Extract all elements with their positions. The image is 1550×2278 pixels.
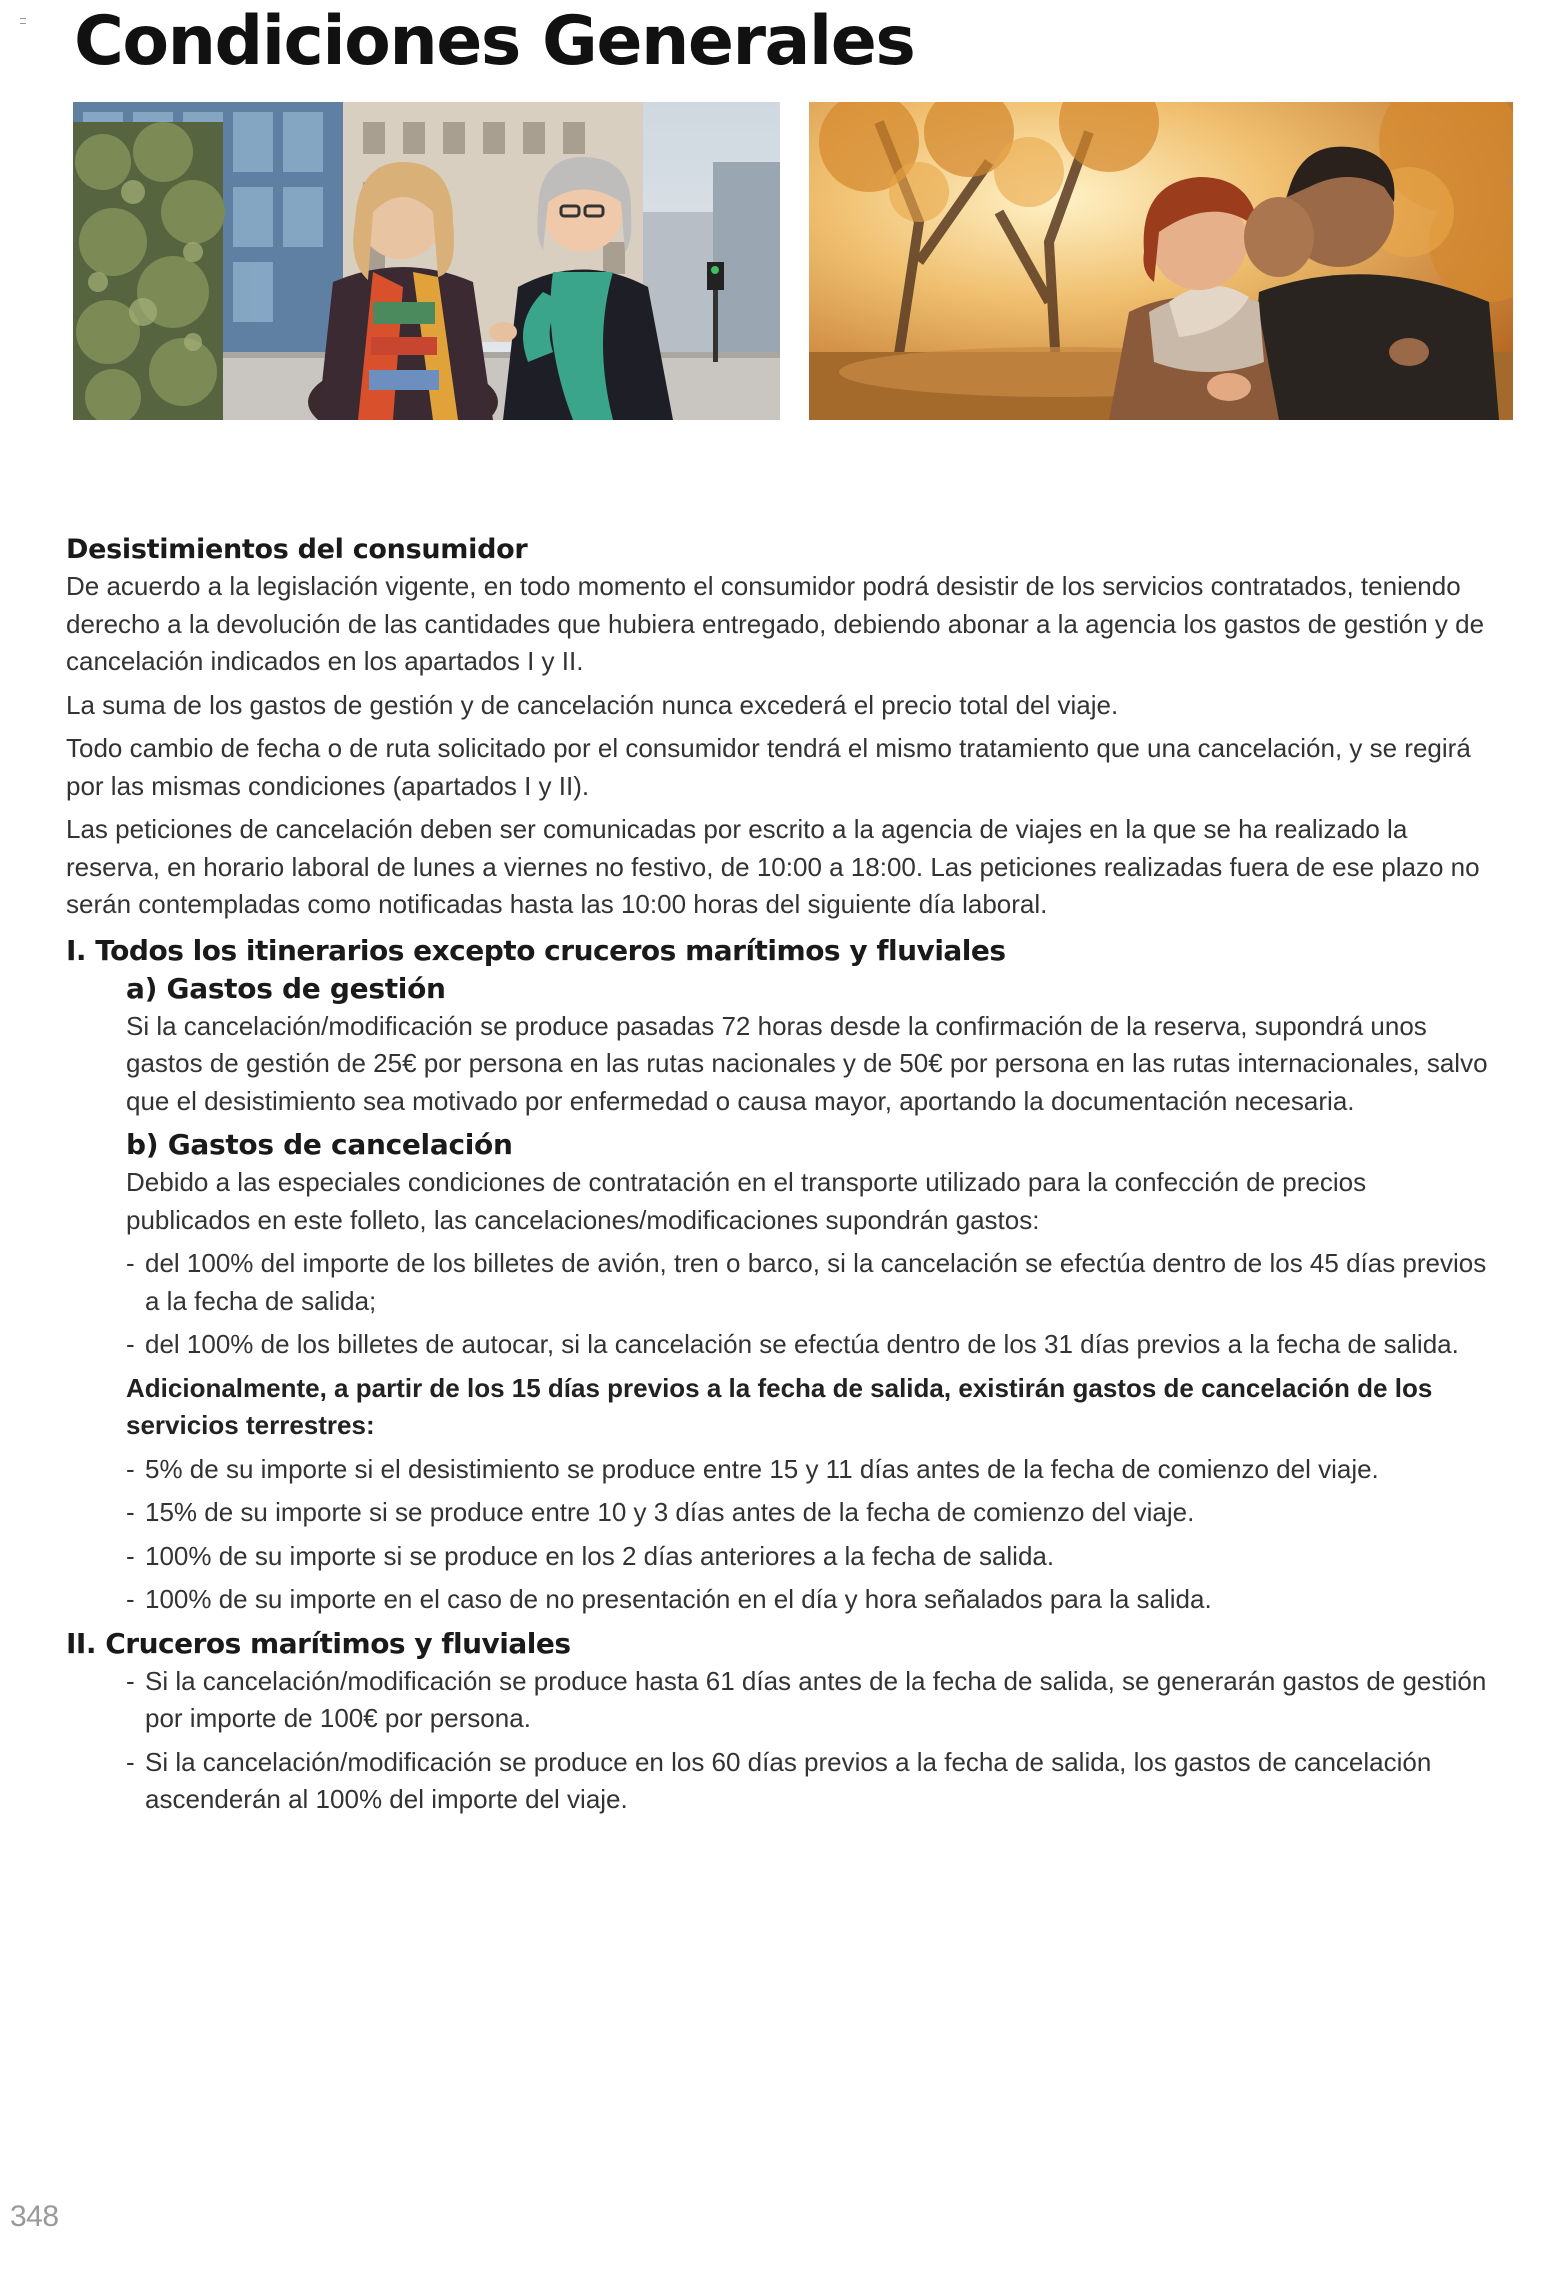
- gastos-gestion-heading: a) Gastos de gestión: [126, 971, 446, 1005]
- photo-two-women-city-icon: [73, 102, 780, 420]
- page-title: Condiciones Generales: [74, 2, 915, 81]
- cancelacion-additional-note: Adicionalmente, a partir de los 15 días previos a la fecha de salida, existirán gastos de cancelación de los servicios terrestres:: [126, 1372, 1433, 1440]
- list-item-text: del 100% del importe de los billetes de avión, tren o barco, si la cancelación se efectúa dentro de los 45 días previos a la fecha de salida;: [145, 1248, 1487, 1316]
- dash-mark: -: [126, 1665, 135, 1696]
- list-item: [126, 1581, 1496, 1619]
- conditions-content: [66, 532, 1496, 1825]
- gastos-cancelacion-heading: b) Gastos de cancelación: [126, 1128, 513, 1161]
- photo-couple-autumn: [809, 102, 1513, 420]
- desistimientos-paragraph-2: La suma de los gastos de gestión y de cancelación nunca excederá el precio total del viaje.: [66, 689, 1119, 720]
- corner-mark: [20, 18, 26, 24]
- list-item: [126, 1451, 1496, 1489]
- list-item-text: 5% de su importe si el desistimiento se produce entre 15 y 11 días antes de la fecha de comienzo del viaje.: [145, 1453, 1379, 1484]
- cancelacion-list: [66, 1245, 1496, 1364]
- desistimientos-paragraph-4: Las peticiones de cancelación deben ser comunicadas por escrito a la agencia de viajes en la que se ha realizado la reserva, en horario laboral de lunes a viernes no festivo, de 10:00 a 18:00. Las peticiones realizadas fuera de ese plazo no serán contempladas como notificadas hasta las 10:00 horas del siguiente día laboral.: [66, 814, 1480, 919]
- dash-mark: -: [126, 1540, 135, 1571]
- desistimientos-paragraph-1: De acuerdo a la legislación vigente, en todo momento el consumidor podrá desistir de los servicios contratados, teniendo derecho a la devolución de las cantidades que hubiera entregado, debiendo abonar a la agencia los gastos de gestión y de cancelación indicados en los apartados I y II.: [66, 571, 1485, 676]
- dash-mark: -: [126, 1746, 135, 1777]
- list-item-text: 100% de su importe en el caso de no presentación en el día y hora señalados para la salida.: [145, 1584, 1212, 1614]
- desistimientos-heading: Desistimientos del consumidor: [66, 534, 528, 565]
- list-item: [126, 1663, 1496, 1738]
- gastos-cancelacion-intro: Debido a las especiales condiciones de contratación en el transporte utilizado para la confección de precios publicados en este folleto, las cancelaciones/modificaciones supondrán gastos:: [126, 1167, 1367, 1235]
- dash-mark: -: [126, 1248, 135, 1278]
- page-number: 348: [10, 2200, 59, 2233]
- list-item: [126, 1744, 1496, 1819]
- list-item: [126, 1538, 1496, 1576]
- section-1-heading: I. Todos los itinerarios excepto cruceros marítimos y fluviales: [66, 933, 1006, 967]
- list-item-text: Si la cancelación/modificación se produce en los 60 días previos a la fecha de salida, los gastos de cancelación ascenderán al 100% del importe del viaje.: [145, 1746, 1432, 1814]
- dash-mark: -: [126, 1329, 135, 1359]
- photo-couple-autumn-icon: [809, 102, 1513, 420]
- list-item-text: 100% de su importe si se produce en los 2 días anteriores a la fecha de salida.: [145, 1540, 1055, 1571]
- cruceros-list: [66, 1663, 1496, 1819]
- dash-mark: -: [126, 1453, 135, 1484]
- list-item-text: 15% de su importe si se produce entre 10 y 3 días antes de la fecha de comienzo del viaje.: [145, 1497, 1195, 1527]
- dash-mark: -: [126, 1584, 135, 1614]
- list-item-text: del 100% de los billetes de autocar, si la cancelación se efectúa dentro de los 31 días previos a la fecha de salida.: [145, 1329, 1459, 1359]
- photo-two-women-city: [73, 102, 780, 420]
- servicios-terrestres-list: [66, 1451, 1496, 1619]
- list-item: [126, 1326, 1496, 1364]
- dash-mark: -: [126, 1497, 135, 1527]
- list-item-text: Si la cancelación/modificación se produce hasta 61 días antes de la fecha de salida, se generarán gastos de gestión por importe de 100€ por persona.: [145, 1665, 1487, 1733]
- desistimientos-paragraph-3: Todo cambio de fecha o de ruta solicitado por el consumidor tendrá el mismo tratamiento que una cancelación, y se regirá por las mismas condiciones (apartados I y II).: [66, 733, 1471, 801]
- gastos-gestion-text: Si la cancelación/modificación se produce pasadas 72 horas desde la confirmación de la reserva, supondrá unos gastos de gestión de 25€ por persona en las rutas nacionales y de 50€ por persona en las rutas internacionales, salvo que el desistimiento sea motivado por enfermedad o causa mayor, aportando la documentación necesaria.: [126, 1010, 1488, 1116]
- section-2-heading: II. Cruceros marítimos y fluviales: [66, 1626, 571, 1660]
- list-item: [126, 1494, 1496, 1532]
- list-item: [126, 1245, 1496, 1320]
